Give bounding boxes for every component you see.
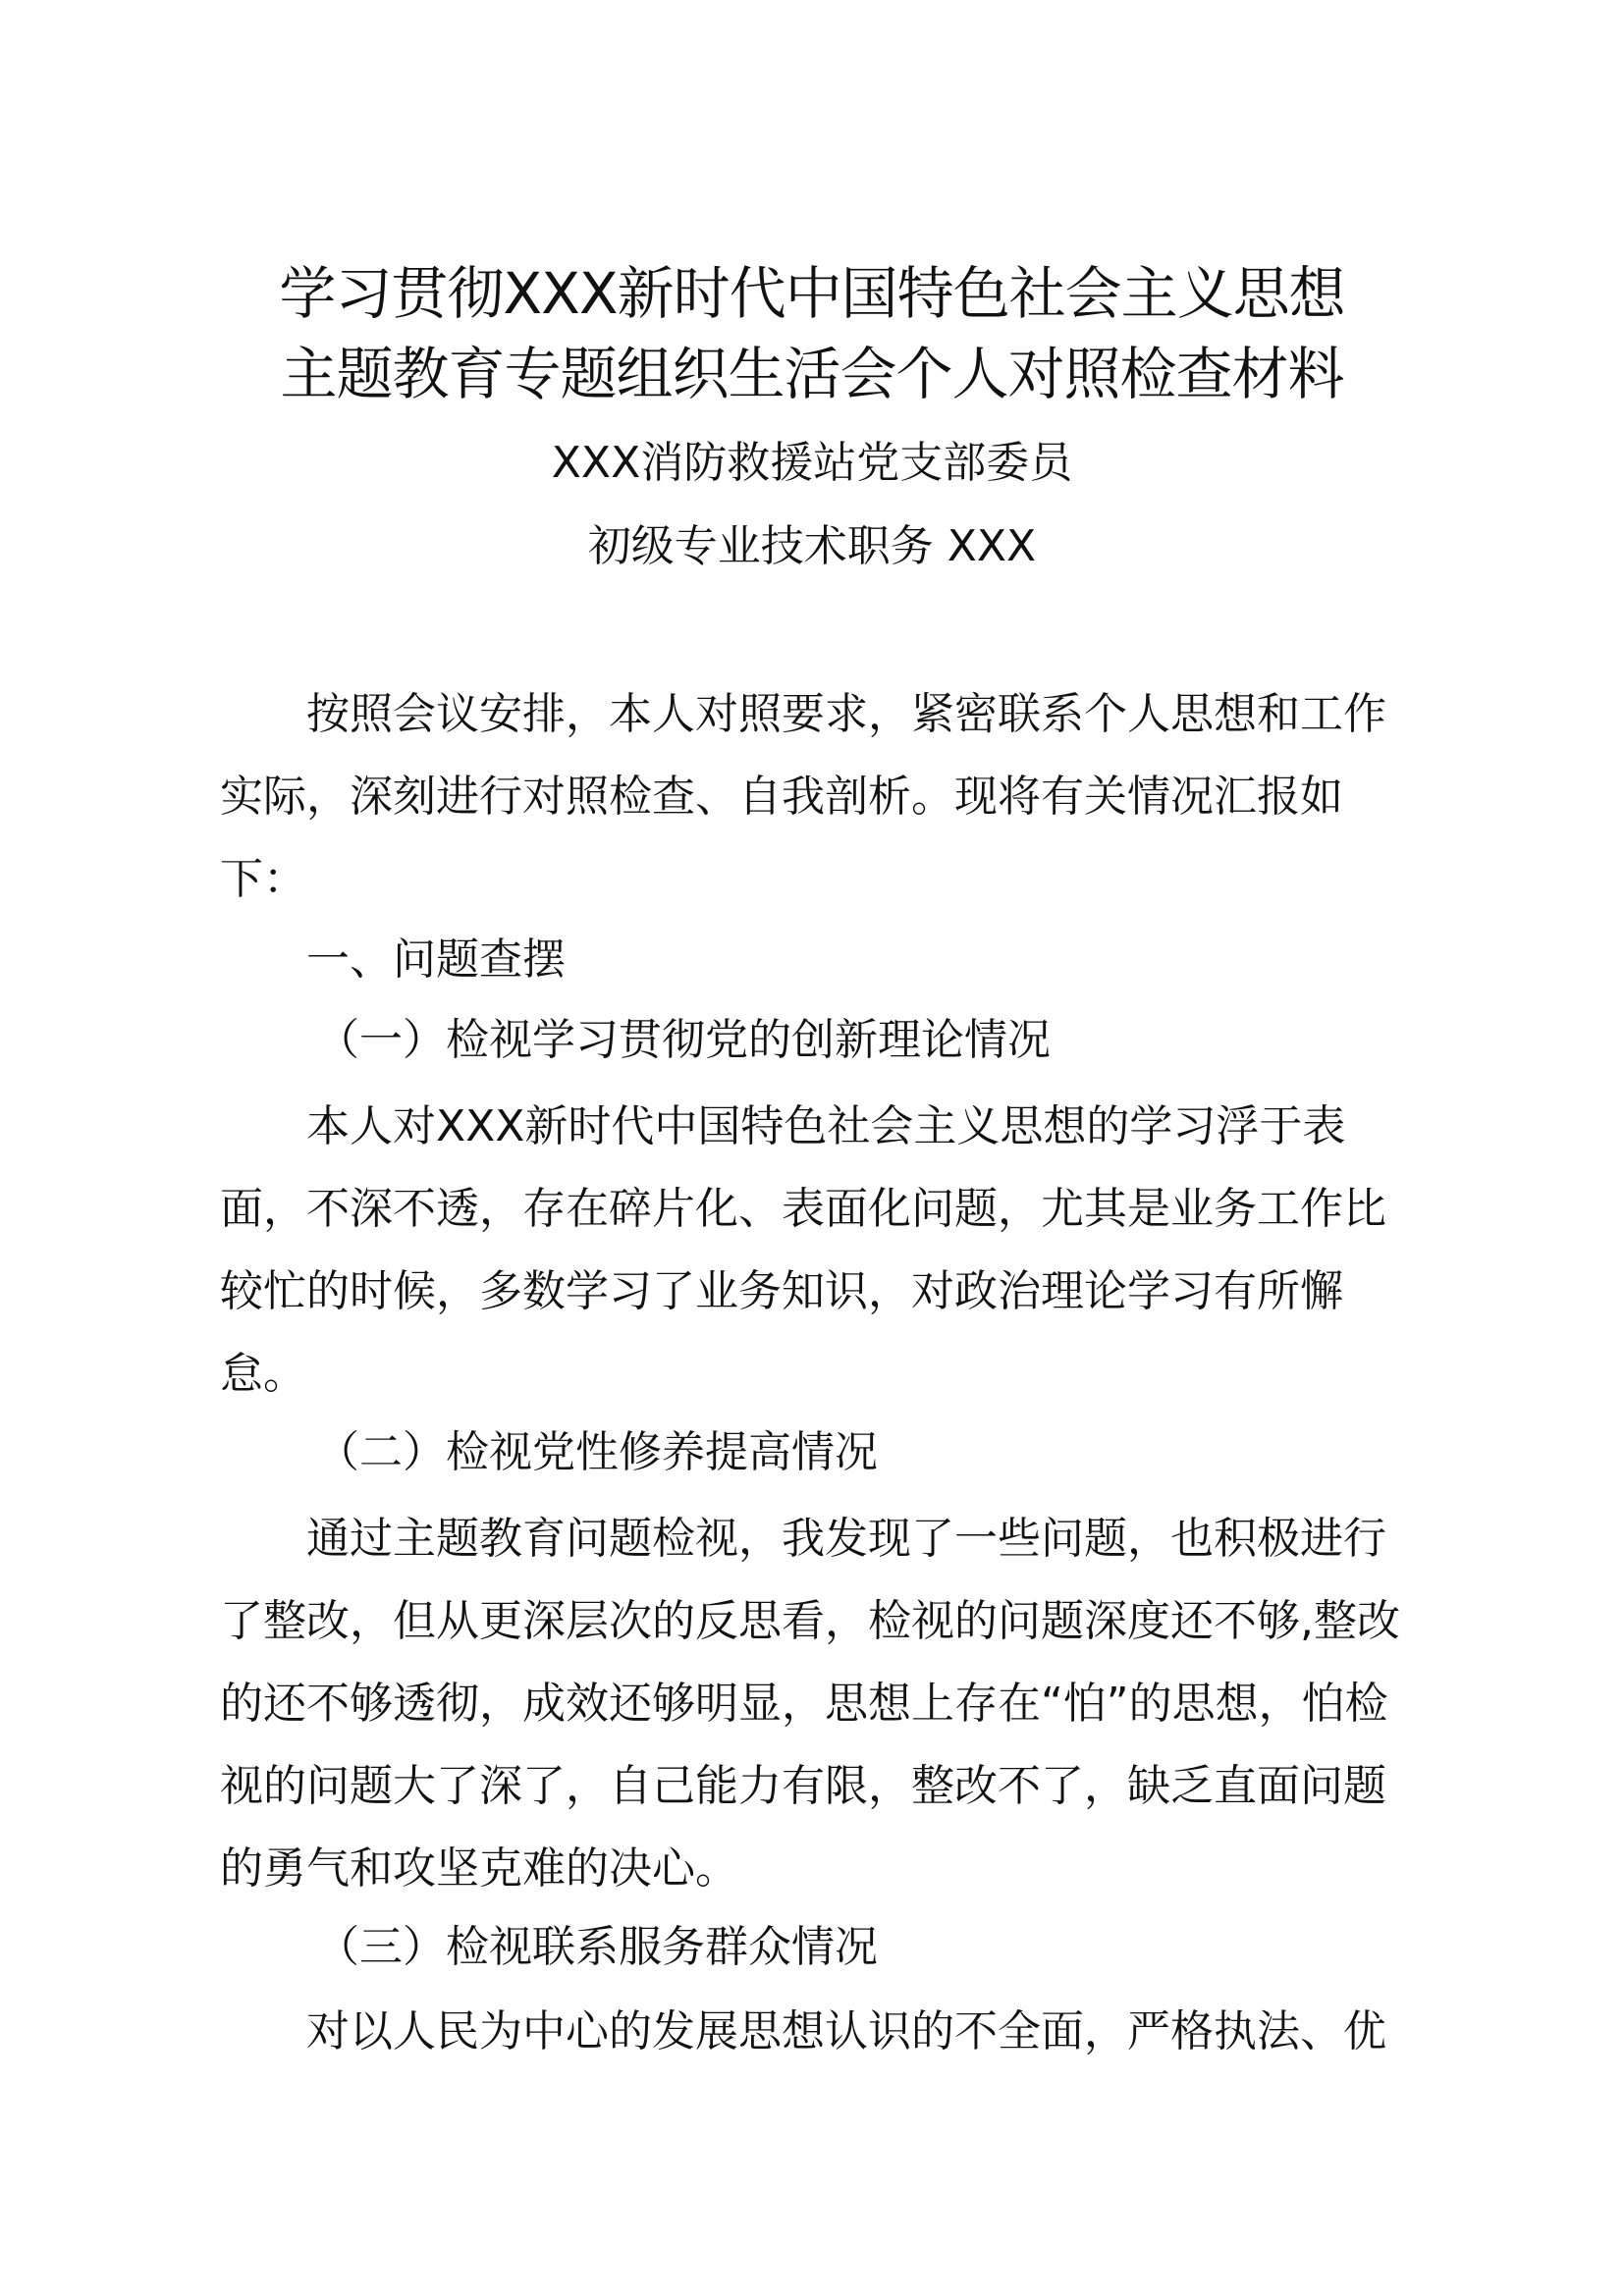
subsection-2-text: 通过主题教育问题检视，我发现了一些问题，也积极进行了整改，但从更深层次的反思看，检视的问题深度还不够,整改的还不够透彻，成效还够明显，思想上存在“怕”的思想，怕检视的问题大了深了，自己能力有限，整改不了，缺乏直面问题的勇气和攻坚克难的决心。 — [220, 1514, 1400, 1894]
subsection-3-text: 对以人民为中心的发展思想认识的不全面，严格执法、优 — [306, 2006, 1386, 2056]
subsection-heading-2: （二）检视党性修养提高情况 — [316, 1427, 878, 1477]
subsection-2-paragraph — [220, 1498, 1418, 1910]
subsection-1-text: 本人对XXX新时代中国特色社会主义思想的学习浮于表面，不深不透，存在碎片化、表面化问题，尤其是业务工作比较忙的时候，多数学习了业务知识，对政治理论学习有所懈怠。 — [220, 1101, 1386, 1399]
author-unit: XXX消防救援站党支部委员 — [551, 438, 1073, 488]
subsection-heading-1: （一）检视学习贯彻党的创新理论情况 — [316, 1015, 1051, 1065]
section-heading-1: 一、问题查摆 — [306, 934, 566, 985]
subsection-heading-3: （三）检视联系服务群众情况 — [316, 1922, 878, 1972]
document-title-line-1: 学习贯彻XXX新时代中国特色社会主义思想 — [279, 260, 1345, 327]
subsection-1-paragraph — [220, 1086, 1418, 1415]
document-title-line-2: 主题教育专题组织生活会个人对照检查材料 — [280, 341, 1344, 407]
intro-paragraph — [220, 673, 1418, 921]
author-name: 初级专业技术职务 XXX — [587, 521, 1037, 571]
subsection-3-paragraph — [220, 1991, 1418, 2073]
intro-text: 按照会议安排，本人对照要求，紧密联系个人思想和工作实际，深刻进行对照检查、自我剖析。现将有关情况汇报如下： — [220, 689, 1386, 904]
